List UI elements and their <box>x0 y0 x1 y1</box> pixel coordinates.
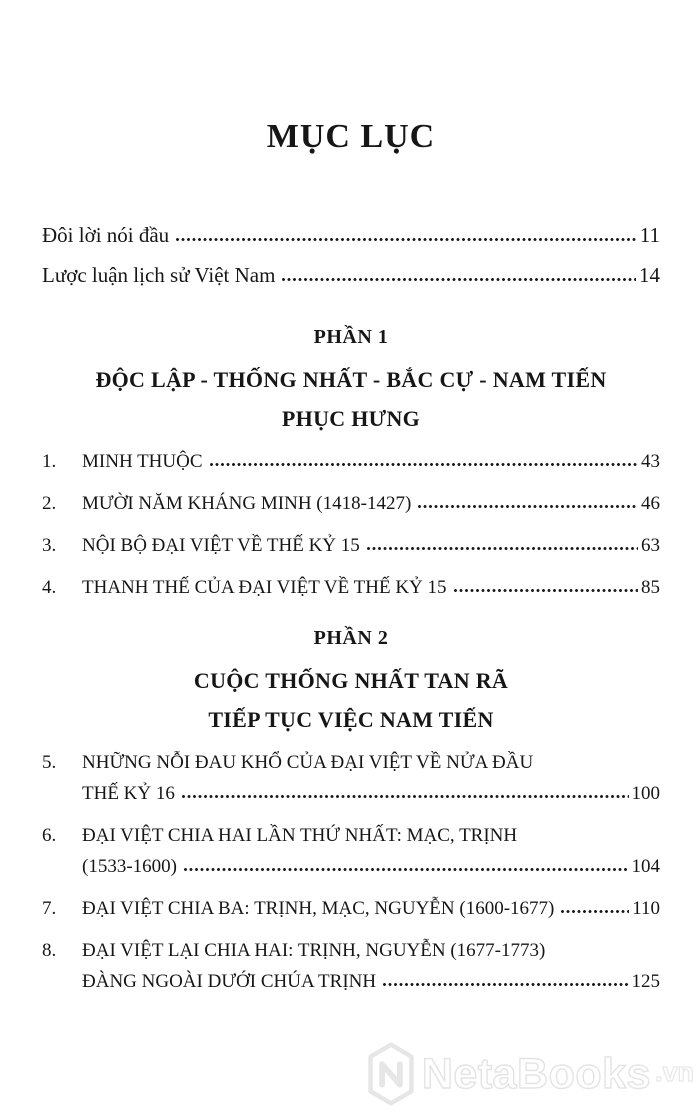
item-page-number: 43 <box>641 451 660 472</box>
dot-leader <box>382 982 628 987</box>
toc-item <box>42 530 660 561</box>
item-last-line <box>82 572 660 603</box>
front-matter-list <box>42 220 660 290</box>
dot-leader <box>209 462 638 467</box>
item-page-number: 110 <box>632 898 660 919</box>
item-last-line <box>82 530 660 561</box>
toc-item <box>42 572 660 603</box>
item-body <box>82 747 660 809</box>
item-body <box>82 572 660 603</box>
dot-leader <box>417 504 638 509</box>
item-last-line <box>82 893 660 924</box>
section-title-line: PHỤC HƯNG <box>281 406 421 431</box>
item-page-number: 125 <box>631 971 660 992</box>
item-number: 6. <box>42 825 57 846</box>
netabooks-watermark <box>367 1041 694 1107</box>
item-text-line: NHỮNG NỖI ĐAU KHỔ CỦA ĐẠI VIỆT VỀ NỬA ĐẦU <box>82 752 534 773</box>
dot-leader <box>281 277 636 282</box>
item-last-line <box>82 778 660 809</box>
watermark-brand-text: NetaBooks <box>421 1049 651 1098</box>
item-text-line: ĐẠI VIỆT LẠI CHIA HAI: TRỊNH, NGUYỄN (1677-1773) <box>82 940 546 961</box>
item-text-line: ĐẠI VIỆT CHIA BA: TRỊNH, MẠC, NGUYỄN (1600-1677) <box>82 898 555 919</box>
item-last-line <box>82 446 660 477</box>
dot-leader <box>453 588 638 593</box>
item-page-number: 46 <box>641 493 660 514</box>
dot-leader <box>175 237 637 242</box>
section-title-line: ĐỘC LẬP - THỐNG NHẤT - BẮC CỰ - NAM TIẾN <box>95 367 607 392</box>
toc-item <box>42 820 660 882</box>
entry-page-number: 11 <box>639 223 660 247</box>
section-title-line: CUỘC THỐNG NHẤT TAN RÃ <box>193 668 509 693</box>
entry-label: Đôi lời nói đầu <box>42 223 170 247</box>
item-number: 3. <box>42 535 57 556</box>
item-number: 7. <box>42 898 57 919</box>
item-number: 8. <box>42 940 57 961</box>
section-part-label: PHẦN 1 <box>313 326 389 348</box>
section-items <box>42 446 660 603</box>
section-header <box>42 625 660 739</box>
item-page-number: 85 <box>641 577 660 598</box>
toc-section <box>42 625 660 997</box>
item-body <box>82 446 660 477</box>
dot-leader <box>181 794 629 799</box>
item-text-line: NỘI BỘ ĐẠI VIỆT VỀ THẾ KỶ 15 <box>82 535 360 556</box>
item-body <box>82 488 660 519</box>
item-last-line <box>82 851 660 882</box>
item-text-line: MINH THUỘC <box>82 451 203 472</box>
toc-item <box>42 935 660 997</box>
item-text-line: THẾ KỶ 16 <box>82 783 175 804</box>
item-text-line: MƯỜI NĂM KHÁNG MINH (1418-1427) <box>82 493 412 514</box>
section-part-label: PHẦN 2 <box>313 627 389 649</box>
toc-item <box>42 747 660 809</box>
item-page-number: 63 <box>641 535 660 556</box>
item-body <box>82 530 660 561</box>
toc-section <box>42 324 660 603</box>
item-number: 2. <box>42 493 57 514</box>
entry-page-number: 14 <box>639 263 660 287</box>
netabooks-logo-icon <box>367 1041 415 1107</box>
item-body <box>82 820 660 882</box>
item-last-line <box>82 488 660 519</box>
watermark-domain-text: .vn <box>654 1056 694 1087</box>
item-text-line: (1533-1600) <box>82 856 177 877</box>
toc-item <box>42 488 660 519</box>
dot-leader <box>366 546 638 551</box>
item-last-line <box>82 966 660 997</box>
dot-leader <box>183 867 629 872</box>
front-matter-entry <box>42 220 660 250</box>
item-text-line: THANH THẾ CỦA ĐẠI VIỆT VỀ THẾ KỶ 15 <box>82 577 447 598</box>
front-matter-entry <box>42 260 660 290</box>
section-header <box>42 324 660 438</box>
item-number: 4. <box>42 577 57 598</box>
section-items <box>42 747 660 997</box>
item-page-number: 100 <box>631 783 660 804</box>
item-page-number: 104 <box>631 856 660 877</box>
section-title-line: TIẾP TỤC VIỆC NAM TIẾN <box>208 707 494 732</box>
entry-label: Lược luận lịch sử Việt Nam <box>42 263 276 287</box>
item-number: 1. <box>42 451 57 472</box>
toc-sections <box>42 324 660 997</box>
item-body <box>82 935 660 997</box>
page-title: MỤC LỤC <box>266 118 436 155</box>
item-text-line: ĐẠI VIỆT CHIA HAI LẦN THỨ NHẤT: MẠC, TRỊNH <box>82 825 518 846</box>
item-body <box>82 893 660 924</box>
item-number: 5. <box>42 752 57 773</box>
item-text-line: ĐÀNG NGOÀI DƯỚI CHÚA TRỊNH <box>82 971 377 992</box>
toc-item <box>42 893 660 924</box>
toc-item <box>42 446 660 477</box>
dot-leader <box>560 909 629 914</box>
